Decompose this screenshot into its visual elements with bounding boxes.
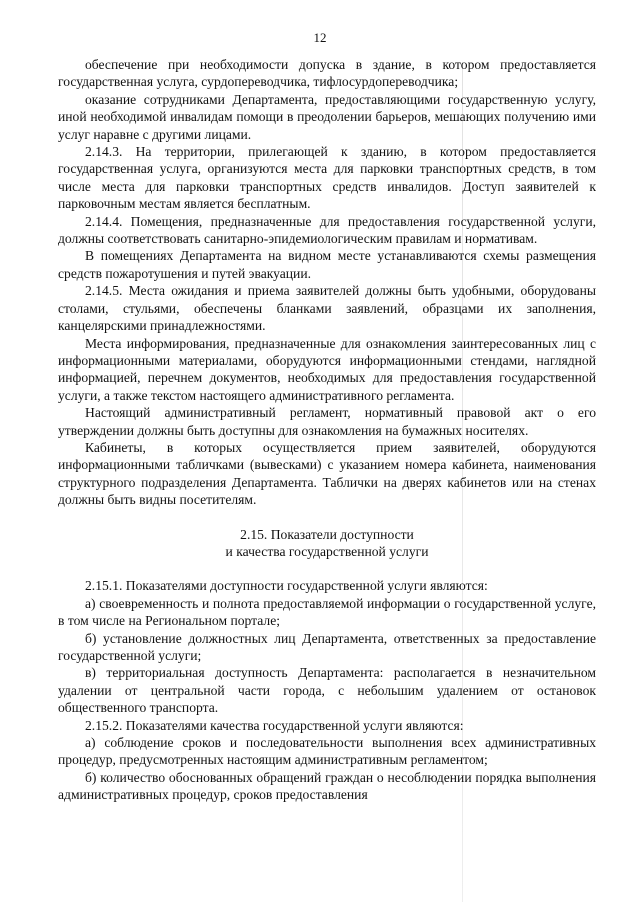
paragraph: обеспечение при необходимости допуска в здание, в котором предоставляется государственная услуга, сурдопереводчика, тифлосурдопереводчика; [58,57,596,90]
paragraph: 2.15.2. Показателями качества государственной услуги являются: [85,717,464,733]
document-body [58,56,596,804]
paragraph: 2.14.4. Помещения, предназначенные для предоставления государственной услуги, должны соответствовать санитарно-эпидемиологическим правилам и нормативам. [58,213,596,247]
paragraph: оказание сотрудниками Департамента, предоставляющими государственную услугу, иной необходимой инвалидам помощи в преодолении барьеров, мешающих получению ими услуг наравне с другими лицами. [58,91,596,142]
section-heading [58,526,596,561]
section-heading-line-1: 2.15. Показатели доступности [240,526,414,542]
paragraph: а) своевременность и полнота предоставляемой информации о государственной услуге, в том числе на Региональном портале; [58,595,596,629]
section-heading-line-2: и качества государственной услуги [225,543,429,559]
page-number: 12 [313,30,327,45]
paragraph: 2.14.5. Места ожидания и приема заявителей должны быть удобными, оборудованы столами, стульями, обеспечены бланками заявлений, образцами их заполнения, канцелярскими принадлежностями. [58,283,596,334]
paragraph: а) соблюдение сроков и последовательности выполнения всех административных процедур, предусмотренных настоящим административным регламентом; [58,735,596,768]
paragraph: 2.15.1. Показателями доступности государственной услуги являются: [85,578,488,594]
paragraph: 2.14.3. На территории, прилегающей к зданию, в котором предоставляется государственная услуга, организуются места для парковки транспортных средств, в том числе места для парковки транспортных средств инвалидов. Доступ заявителей к парковочным местам является бесплатным. [58,144,596,212]
paragraph: Кабинеты, в которых осуществляется прием заявителей, оборудуются информационными табличками (вывесками) с указанием номера кабинета, наименования структурного подразделения Департамента. Таблички на дверях кабинетов или на стенах должны быть видны посетителям. [58,439,596,508]
paragraph: в) территориальная доступность Департамента: располагается в незначительном удалении от центральной части города, с небольшим удалением от остановок общественного транспорта. [58,665,596,716]
paragraph: В помещениях Департамента на видном месте устанавливаются схемы размещения средств пожаротушения и путей эвакуации. [58,248,596,281]
paragraph: Места информирования, предназначенные для ознакомления заинтересованных лиц с информационными материалами, оборудуются информационными стендами, наглядной информацией, перечнем документов, необходимых для предоставления государственной услуги, а также текстом настоящего административного регламента. [58,335,596,403]
paragraph: б) количество обоснованных обращений граждан о несоблюдении порядка выполнения административных процедур, сроков предоставления [58,769,596,803]
paragraph: б) установление должностных лиц Департамента, ответственных за предоставление государственной услуги; [58,630,596,663]
paragraph: Настоящий административный регламент, нормативный правовой акт о его утверждении должны быть доступны для ознакомления на бумажных носителях. [58,405,596,438]
